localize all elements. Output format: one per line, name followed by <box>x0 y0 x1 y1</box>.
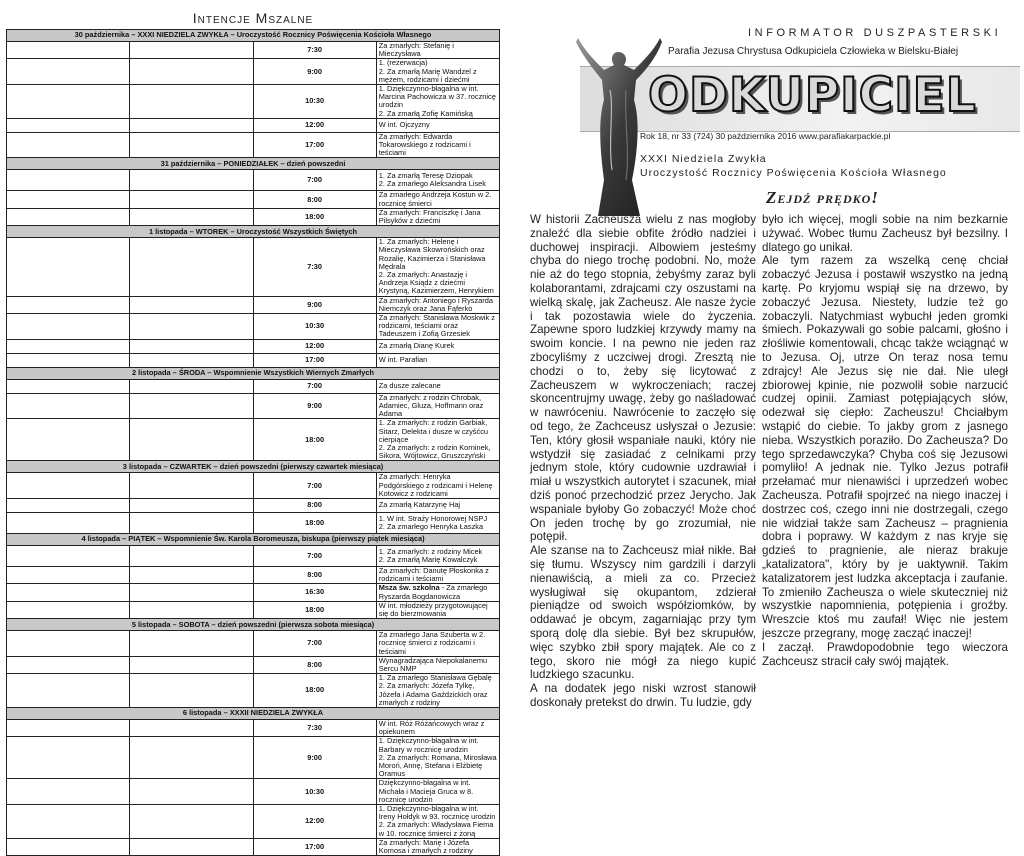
empty-cell <box>130 838 253 855</box>
mass-intention: Msza św. szkolna - Za zmarłego Ryszarda Bogdanowicza <box>376 584 499 601</box>
mass-intention: 1. W int. Straży Honorowej NSPJ 2. Za zmarłego Henryka Łaszka <box>376 512 499 533</box>
mass-row <box>7 208 500 225</box>
mass-intentions-table <box>6 29 500 856</box>
mass-row <box>7 656 500 673</box>
parish-name: Parafia Jezusa Chrystusa Odkupiciela Człowieka w Bielsku-Białej <box>668 46 959 57</box>
empty-cell <box>130 631 253 657</box>
empty-cell <box>7 238 130 296</box>
empty-cell <box>130 419 253 461</box>
day-header: 30 października – XXXI NIEDZIELA ZWYKŁA – Uroczystość Rocznicy Poświęcenia Kościoła Własnego <box>7 30 500 42</box>
mass-row <box>7 419 500 461</box>
empty-cell <box>130 379 253 393</box>
mass-time: 8:00 <box>253 656 376 673</box>
article-column-left: W historii Zacheusza wielu z nas mogłoby znaleźć dla siebie obfite źródło nadziei i duchowej inspiracji. Albowiem jesteśmy chyba do niego trochę podobni. No, może nie aż do tego stopnia, żebyśmy zaraz byli kolaborantami, zdrajcami czy oszustami na wielką skalę, jak Zacheusz. Ale nasze życie i tak pozostawia wiele do życzenia. Zapewne sporo ludzkiej krzywdy mamy na swoim koncie. I na pewno nie jeden raz zbocyliśmy z uczciwej drogi. Zresztą nie chodzi o to, żeby się licytować z Zacheuszem w wykroczeniach; raczej skoncentrujmy uwagę, żeby go naśladować w nawróceniu. Nawrócenie to zaczęło się od tego, że Zachceusz usłyszał o Jezusie: Ten, który głosił wspaniałe nauki, który nie wstydził się zasiadać z celnikami przy jednym stole, który cudownie uzdrawiał i miał u wszystkich autorytet i szacunek, miał dziś ponoć przechodzić przez Jerycho. Jak wspaniale byłoby Go zobaczyć! Może choć On jeden trochę by go zrozumiał, nie potępił. Ale szanse na to Zachceusz miał nikłe. Bał się tłumu. Wszyscy nim gardzili i darzyli nienawiścią, a mieli za co. Przecież wysługiwał się okupantom, zdzierał pieniądze od swoich współziomków, by oddawać je obcym, zagarniając przy tym sporą dolę dla siebie. Był bez skrupułów, więc szybko zbił spory majątek. Ale co z tego, skoro nie mógł za niego kupić ludzkiego szacunku. A na dodatek jego niski wzrost stanowił doskonały pretekst do drwin. Tu ludzie, gdy <box>530 213 756 709</box>
mass-row <box>7 805 500 839</box>
day-header-row <box>7 30 500 42</box>
mass-intention: 1. Za zmarłych: Helenę i Mieczysława Skowrońskich oraz Rozalię, Kazimierza i Stanisława Mędrala 2. Za zmarłych: Anastazję i Andrzeja Ksiądz z dziećmi Krystyną, Kazimierzem, Henrykiem <box>376 238 499 296</box>
mass-time: 8:00 <box>253 566 376 583</box>
empty-cell <box>130 601 253 618</box>
mass-intention: Za zmarłą Katarzynę Haj <box>376 498 499 512</box>
mass-time: 7:00 <box>253 379 376 393</box>
empty-cell <box>130 353 253 367</box>
mass-intention: Za zmarłych: Stanisława Moskwik z rodzicami, teściami oraz Tadeuszem i Zofią Grzesiek <box>376 314 499 340</box>
empty-cell <box>130 296 253 313</box>
mass-row <box>7 118 500 132</box>
mass-row <box>7 838 500 855</box>
day-header: 2 listopada – ŚRODA – Wspomnienie Wszystkich Wiernych Zmarłych <box>7 367 500 379</box>
mass-time: 18:00 <box>253 512 376 533</box>
mass-time: 12:00 <box>253 805 376 839</box>
mass-row <box>7 737 500 779</box>
mass-row <box>7 584 500 601</box>
mass-row <box>7 601 500 618</box>
empty-cell <box>7 631 130 657</box>
empty-cell <box>7 601 130 618</box>
mass-row <box>7 238 500 296</box>
empty-cell <box>7 118 130 132</box>
empty-cell <box>130 737 253 779</box>
empty-cell <box>130 656 253 673</box>
mass-time: 17:00 <box>253 353 376 367</box>
mass-row <box>7 545 500 566</box>
issue-info: Rok 18, nr 33 (724) 30 października 2016 www.parafiakarpackie.pl <box>640 131 891 141</box>
empty-cell <box>7 419 130 461</box>
mass-time: 7:30 <box>253 42 376 59</box>
empty-cell <box>130 545 253 566</box>
empty-cell <box>130 339 253 353</box>
mass-time: 9:00 <box>253 296 376 313</box>
empty-cell <box>7 208 130 225</box>
mass-row <box>7 296 500 313</box>
empty-cell <box>130 674 253 708</box>
mass-time: 7:30 <box>253 238 376 296</box>
empty-cell <box>7 42 130 59</box>
day-header-row <box>7 533 500 545</box>
mass-time: 18:00 <box>253 674 376 708</box>
empty-cell <box>7 296 130 313</box>
mass-row <box>7 631 500 657</box>
mass-row <box>7 393 500 419</box>
empty-cell <box>7 674 130 708</box>
mass-intention: Za zmarłego Jana Szuberta w 2. rocznicę śmierci z rodzicami i teściami <box>376 631 499 657</box>
empty-cell <box>7 498 130 512</box>
mass-intention: W int. Róż Różańcowych wraz z opiekunem <box>376 719 499 736</box>
mass-intention: Za zmarłego Andrzeja Kostun w 2. rocznicę śmierci <box>376 191 499 208</box>
empty-cell <box>7 512 130 533</box>
mass-row <box>7 170 500 191</box>
mass-intentions-section <box>6 10 500 856</box>
empty-cell <box>7 656 130 673</box>
sunday-feast: Uroczystość Rocznicy Poświęcenia Kościoła Własnego <box>640 167 947 179</box>
empty-cell <box>130 779 253 805</box>
mass-intention: 1. Za zmarłych: z rodzin Garbiak, Sitarz, Delekta i dusze w czyśćcu cierpiące 2. Za zmarłych: z rodzin Korninek, Sikora, Wójtowicz, Gruszczyński <box>376 419 499 461</box>
day-header-row <box>7 367 500 379</box>
mass-intention: 1. Dziękczynno-błagalna w int. Barbary w rocznicę urodzin 2. Za zmarłych: Romana, Mirosława Moroń, Annę, Stefana i Elżbietę Oramus <box>376 737 499 779</box>
article-column-right: było ich więcej, mogli sobie na nim bezkarnie używać. Wobec tłumu Zacheusz był bezsilny. I dlatego go unikał. Ale tym razem za wszelką cenę chciał zobaczyć Jezusa i postawił wszystko na jedną kartę. Po kryjomu wspiął się na drzewo, by zobaczyć Jezusa. Niestety, ludzie też go zobaczyli. Natychmiast wybuchł jeden gromki śmiech. Pokazywali go sobie palcami, głośno i złośliwie komentowali, chcąc także wciągnąć w to Jezusa. Oj, utrze On teraz nosa temu zdrajcy! Ale Jezus się nie dał. Nie uległ zbiorowej kpinie, nie pozwolił sobie narzucić cudzej opinii. Zamiast potępiających słów, odezwał się ciepło: Zacheuszu! Chciałbym wstąpić do ciebie. To jakby grom z jasnego nieba. Wszystkich poraziło. Do Zacheusza? Do tego sprzedawczyka? Chyba coś się Jezusowi pomyliło! A jednak nie. Tylko Jezus potrafił przełamać mur nienawiści i uprzedzeń wobec Zacheusza. Potrafił spojrzeć na niego inaczej i dostrzec coś, czego inni nie dostrzegali, czego nie widział także sam Zacheusz – pragnienia dobra i poprawy. W każdym z nas kryje się gdzieś to pragnienie, ale nieraz brakuje „katalizatora", który by je uaktywnił. Takim katalizatorem jest ludzka akceptacja i zaufanie. To zmieniło Zacheusza o wiele skuteczniej niż wszystkie napomnienia, potępienia i groźby. Wreszcie ktoś mu zaufał! Więc nie jestem jeszcze przegrany, mogę zacząć inaczej! I zaczął. Prawdopodobnie tego wieczora Zachceusz stracił cały swój majątek. <box>762 213 1008 668</box>
mass-time: 7:00 <box>253 473 376 499</box>
mass-time: 18:00 <box>253 208 376 225</box>
mass-row <box>7 191 500 208</box>
empty-cell <box>130 238 253 296</box>
mass-intention: W int. Parafian <box>376 353 499 367</box>
day-header-row <box>7 707 500 719</box>
empty-cell <box>7 584 130 601</box>
mass-row <box>7 379 500 393</box>
empty-cell <box>130 42 253 59</box>
empty-cell <box>7 339 130 353</box>
mass-intention: Za zmarłych: Stefanię i Mieczysława <box>376 42 499 59</box>
empty-cell <box>7 805 130 839</box>
mass-intention: W int. Ojczyzny <box>376 118 499 132</box>
day-header: 6 listopada – XXXII NIEDZIELA ZWYKŁA <box>7 707 500 719</box>
mass-intention: 1. Za zmarłego Stanisława Gębalę 2. Za zmarłych: Józefa Tylkę, Józefa i Adama Gaździckich oraz zmarłych z rodziny <box>376 674 499 708</box>
mass-time: 18:00 <box>253 419 376 461</box>
empty-cell <box>7 719 130 736</box>
sunday-info <box>640 152 947 180</box>
mass-time: 7:00 <box>253 631 376 657</box>
empty-cell <box>130 170 253 191</box>
mass-time: 8:00 <box>253 498 376 512</box>
mass-time: 17:00 <box>253 132 376 158</box>
mass-time: 10:30 <box>253 779 376 805</box>
mass-row <box>7 42 500 59</box>
mass-row <box>7 674 500 708</box>
mass-intention: 1. (rezerwacja) 2. Za zmarłą Marię Wandzel z mężem, rodzicami i dziećmi <box>376 59 499 85</box>
day-header: 4 listopada – PIĄTEK – Wspomnienie Św. Karola Boromeusza, biskupa (pierwszy piątek miesiąca) <box>7 533 500 545</box>
mass-time: 7:00 <box>253 170 376 191</box>
mass-time: 16:30 <box>253 584 376 601</box>
mass-intentions-title: Intencje Mszalne <box>192 10 314 26</box>
empty-cell <box>7 59 130 85</box>
empty-cell <box>7 132 130 158</box>
mass-intention: W int. młodzieży przygotowującej się do bierzmowania <box>376 601 499 618</box>
mass-time: 12:00 <box>253 339 376 353</box>
day-header-row <box>7 619 500 631</box>
empty-cell <box>130 59 253 85</box>
mass-time: 7:30 <box>253 719 376 736</box>
empty-cell <box>130 805 253 839</box>
empty-cell <box>7 737 130 779</box>
day-header: 1 listopada – WTOREK – Uroczystość Wszystkich Świętych <box>7 226 500 238</box>
mass-intention: 1. Dziękczynno-błagalna w int. Ireny Hołdyk w 93. rocznicę urodzin 2. Za zmarłych: Władysława Fiema w 10. rocznicę śmierci z żoną <box>376 805 499 839</box>
mass-intention: 1. Dziękczynno-błagalna w int. Marcina Pachowicza w 37. rocznicę urodzin 2. Za zmarłą Zofię Kamińską <box>376 85 499 119</box>
mass-row <box>7 85 500 119</box>
mass-time: 8:00 <box>253 191 376 208</box>
day-header-row <box>7 158 500 170</box>
christ-statue-image <box>574 30 664 218</box>
empty-cell <box>7 353 130 367</box>
day-header: 5 listopada – SOBOTA – dzień powszedni (pierwsza sobota miesiąca) <box>7 619 500 631</box>
mass-intention: Dziękczynno-błagalna w int. Michała i Macieja Gruca w 8. rocznicę urodzin <box>376 779 499 805</box>
day-header-row <box>7 461 500 473</box>
empty-cell <box>130 85 253 119</box>
empty-cell <box>130 118 253 132</box>
day-header: 3 listopada – CZWARTEK – dzień powszedni (pierwszy czwartek miesiąca) <box>7 461 500 473</box>
mass-row <box>7 498 500 512</box>
mass-time: 9:00 <box>253 737 376 779</box>
mass-time: 18:00 <box>253 601 376 618</box>
informator-label: INFORMATOR DUSZPASTERSKI <box>748 27 1002 39</box>
empty-cell <box>7 393 130 419</box>
mass-time: 12:00 <box>253 118 376 132</box>
empty-cell <box>130 208 253 225</box>
empty-cell <box>7 473 130 499</box>
mass-intention: 1. Za zmarłą Teresę Dziopak 2. Za zmarłego Aleksandra Lisek <box>376 170 499 191</box>
empty-cell <box>7 779 130 805</box>
mass-intention: Za zmarłych: Henryka Podgórskiego z rodzicami i Helenę Kotowicz z rodzicami <box>376 473 499 499</box>
mass-row <box>7 566 500 583</box>
empty-cell <box>7 170 130 191</box>
empty-cell <box>130 719 253 736</box>
mass-row <box>7 353 500 367</box>
mass-row <box>7 473 500 499</box>
empty-cell <box>130 473 253 499</box>
mass-row <box>7 339 500 353</box>
empty-cell <box>7 566 130 583</box>
empty-cell <box>7 191 130 208</box>
mass-row <box>7 719 500 736</box>
empty-cell <box>130 498 253 512</box>
school-mass-label: Msza św. szkolna <box>378 583 440 593</box>
masthead <box>520 10 1020 210</box>
newsletter-title: ODKUPICIEL <box>648 68 977 123</box>
day-header: 31 października – PONIEDZIAŁEK – dzień powszedni <box>7 158 500 170</box>
mass-time: 7:00 <box>253 545 376 566</box>
empty-cell <box>130 566 253 583</box>
mass-intention: Za zmarłych: Franciszkę i Jana Pilsyków z dziećmi <box>376 208 499 225</box>
article-title: Zejdź prędko! <box>766 188 879 207</box>
sunday-name: XXXI Niedziela Zwykła <box>640 153 767 165</box>
mass-row <box>7 59 500 85</box>
mass-intention: Za zmarłych: Marię i Józefa Komosa i zmarłych z rodziny <box>376 838 499 855</box>
mass-intention: Za zmarłych: z rodzin Chrobak, Adamiec, Gluza, Hoffmann oraz Adama <box>376 393 499 419</box>
empty-cell <box>130 191 253 208</box>
mass-row <box>7 779 500 805</box>
empty-cell <box>7 379 130 393</box>
empty-cell <box>7 545 130 566</box>
empty-cell <box>7 85 130 119</box>
mass-time: 10:30 <box>253 314 376 340</box>
empty-cell <box>130 314 253 340</box>
mass-time: 10:30 <box>253 85 376 119</box>
mass-intention: Za zmarłą Dianę Kurek <box>376 339 499 353</box>
mass-row <box>7 314 500 340</box>
day-header-row <box>7 226 500 238</box>
empty-cell <box>7 838 130 855</box>
mass-intention: Za zmarłych: Edwarda Tokarowskiego z rodzicami i teściami <box>376 132 499 158</box>
empty-cell <box>7 314 130 340</box>
mass-row <box>7 512 500 533</box>
mass-intention: Za dusze zalecane <box>376 379 499 393</box>
mass-intention: Za zmarłych: Antoniego i Ryszarda Niemczyk oraz Jana Fąferko <box>376 296 499 313</box>
empty-cell <box>130 584 253 601</box>
mass-intention: Za zmarłych: Danutę Płoskonka z rodzicami i teściami <box>376 566 499 583</box>
mass-time: 17:00 <box>253 838 376 855</box>
mass-intention: Wynagradzająca Niepokalanemu Sercu NMP <box>376 656 499 673</box>
mass-intention: 1. Za zmarłych: z rodziny Micek 2. Za zmarłą Marię Kowalczyk <box>376 545 499 566</box>
mass-time: 9:00 <box>253 393 376 419</box>
mass-row <box>7 132 500 158</box>
mass-time: 9:00 <box>253 59 376 85</box>
empty-cell <box>130 393 253 419</box>
empty-cell <box>130 512 253 533</box>
empty-cell <box>130 132 253 158</box>
